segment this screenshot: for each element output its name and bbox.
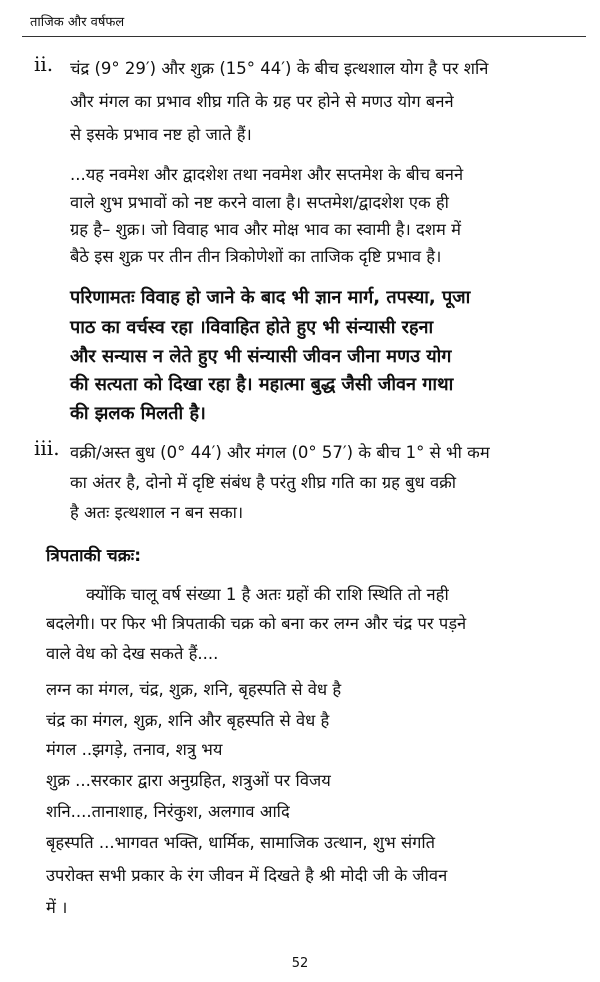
item-numeral: ii.: [34, 52, 54, 76]
text-line: की सत्यता को दिखा रहा है। महात्मा बुद्ध जैसी जीवन गाथा: [70, 374, 454, 395]
text-line: है अतः इत्थशाल न बन सका।: [70, 503, 244, 522]
page-number: 52: [291, 956, 309, 971]
item-numeral: iii.: [34, 436, 60, 460]
text-line: की झलक मिलती है।: [70, 403, 206, 424]
text-line: परिणामतः विवाह हो जाने के बाद भी ज्ञान मार्ग, तपस्या, पूजा: [70, 287, 471, 308]
section-heading: त्रिपताकी चक्रः:: [46, 546, 141, 566]
text-line: वाले शुभ प्रभावों को नष्ट करने वाला है। सप्तमेश/द्वादशेश एक ही: [70, 193, 449, 212]
text-line: वक्री/अस्त बुध (0° 44′) और मंगल (0° 57′) के बीच 1° से भी कम: [70, 443, 490, 462]
header-rule: [22, 36, 586, 37]
list-item: लग्न का मंगल, चंद्र, शुक्र, शनि, बृहस्पति से वेध है: [46, 680, 342, 699]
list-item: मंगल ..झगड़े, तनाव, शत्रु भय: [46, 740, 223, 759]
text-line: पाठ का वर्चस्व रहा ।विवाहित होते हुए भी संन्यासी रहना: [70, 317, 434, 338]
text-line: बैठे इस शुक्र पर तीन तीन त्रिकोणेशों का ताजिक दृष्टि प्रभाव है।: [70, 247, 442, 266]
list-item: शुक्र ...सरकार द्वारा अनुग्रहित, शत्रुओं पर विजय: [46, 771, 331, 790]
text-line: उपरोक्त सभी प्रकार के रंग जीवन में दिखते है श्री मोदी जी के जीवन: [46, 866, 448, 885]
running-head: ताजिक और वर्षफल: [30, 15, 125, 30]
text-line: से इसके प्रभाव नष्ट हो जाते हैं।: [70, 125, 252, 144]
list-item: चंद्र का मंगल, शुक्र, शनि और बृहस्पति से वेध है: [46, 711, 330, 730]
text-line: और सन्यास न लेते हुए भी संन्यासी जीवन जीना मणउ योग: [70, 346, 452, 367]
text-line: वाले वेध को देख सकते हैं....: [46, 644, 219, 663]
text-line: और मंगल का प्रभाव शीघ्र गति के ग्रह पर होने से मणउ योग बनने: [70, 92, 454, 111]
text-line: में ।: [46, 898, 68, 917]
text-line: का अंतर है, दोनो में दृष्टि संबंध है परंतु शीघ्र गति का ग्रह बुध वक्री: [70, 473, 457, 492]
text-line: बदलेगी। पर फिर भी त्रिपताकी चक्र को बना कर लग्न और चंद्र पर पड़ने: [46, 614, 467, 633]
text-line: चंद्र (9° 29′) और शुक्र (15° 44′) के बीच इत्थशाल योग है पर शनि: [70, 59, 489, 78]
list-item: बृहस्पति ...भागवत भक्ति, धार्मिक, सामाजिक उत्थान, शुभ संगति: [46, 833, 436, 852]
text-line: ...यह नवमेश और द्वादशेश तथा नवमेश और सप्तमेश के बीच बनने: [70, 165, 464, 184]
text-line: क्योंकि चालू वर्ष संख्या 1 है अतः ग्रहों की राशि स्थिति तो नही: [86, 585, 449, 604]
text-line: ग्रह है– शुक्र। जो विवाह भाव और मोक्ष भाव का स्वामी है। दशम में: [70, 220, 461, 239]
list-item: शनि....तानाशाह, निरंकुश, अलगाव आदि: [46, 802, 290, 821]
